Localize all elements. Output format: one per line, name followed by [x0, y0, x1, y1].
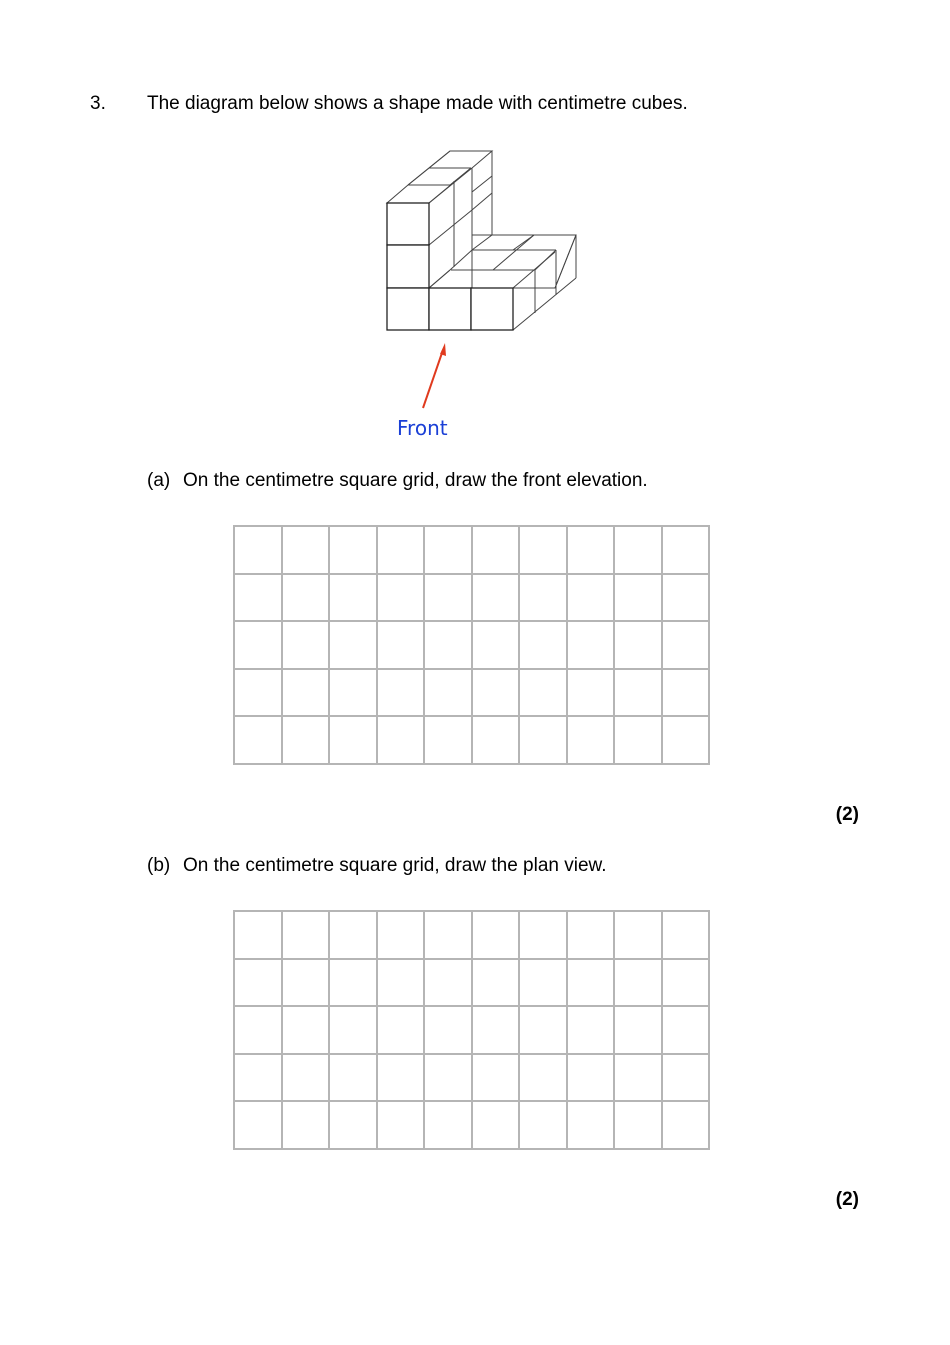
grid-cell[interactable] — [378, 622, 426, 670]
grid-cell[interactable] — [378, 1055, 426, 1103]
grid-cell[interactable] — [378, 670, 426, 718]
question-number: 3. — [90, 93, 106, 114]
part-b-letter: (b) — [147, 855, 171, 876]
grid-cell[interactable] — [235, 670, 283, 718]
grid-cell[interactable] — [615, 1102, 663, 1150]
grid-cell[interactable] — [520, 1007, 568, 1055]
grid-cell[interactable] — [378, 527, 426, 575]
grid-cell[interactable] — [425, 527, 473, 575]
grid-cell[interactable] — [568, 575, 616, 623]
grid-cell[interactable] — [378, 1102, 426, 1150]
grid-cell[interactable] — [663, 670, 711, 718]
grid-cell[interactable] — [378, 717, 426, 765]
grid-cell[interactable] — [235, 1102, 283, 1150]
plan-view-grid[interactable] — [233, 910, 710, 1150]
grid-cell[interactable] — [473, 1007, 521, 1055]
grid-cell[interactable] — [568, 1102, 616, 1150]
grid-cell[interactable] — [663, 1102, 711, 1150]
grid-cell[interactable] — [568, 717, 616, 765]
grid-cell[interactable] — [378, 960, 426, 1008]
grid-cell[interactable] — [615, 622, 663, 670]
grid-cell[interactable] — [520, 1102, 568, 1150]
grid-cell[interactable] — [235, 960, 283, 1008]
grid-cell[interactable] — [615, 1007, 663, 1055]
grid-cell[interactable] — [615, 1055, 663, 1103]
grid-cell[interactable] — [378, 575, 426, 623]
grid-cell[interactable] — [425, 912, 473, 960]
grid-cell[interactable] — [235, 912, 283, 960]
grid-cell[interactable] — [425, 1055, 473, 1103]
grid-cell[interactable] — [425, 622, 473, 670]
grid-cell[interactable] — [473, 527, 521, 575]
grid-cell[interactable] — [663, 912, 711, 960]
grid-cell[interactable] — [520, 670, 568, 718]
part-a-text: On the centimetre square grid, draw the front elevation. — [183, 470, 648, 491]
grid-cell[interactable] — [330, 1055, 378, 1103]
grid-cell[interactable] — [330, 622, 378, 670]
grid-cell[interactable] — [235, 717, 283, 765]
cube-shape-diagram — [380, 145, 590, 415]
grid-cell[interactable] — [520, 717, 568, 765]
question-text: The diagram below shows a shape made with centimetre cubes. — [147, 93, 688, 114]
grid-cell[interactable] — [425, 1102, 473, 1150]
grid-cell[interactable] — [663, 960, 711, 1008]
grid-cell[interactable] — [473, 575, 521, 623]
grid-cell[interactable] — [283, 1055, 331, 1103]
grid-cell[interactable] — [235, 622, 283, 670]
grid-cell[interactable] — [663, 622, 711, 670]
part-a-instruction — [147, 470, 648, 492]
grid-cell[interactable] — [615, 575, 663, 623]
grid-cell[interactable] — [283, 1102, 331, 1150]
grid-cell[interactable] — [520, 912, 568, 960]
grid-cell[interactable] — [425, 670, 473, 718]
grid-cell[interactable] — [520, 575, 568, 623]
grid-cell[interactable] — [663, 575, 711, 623]
grid-cell[interactable] — [235, 1007, 283, 1055]
grid-cell[interactable] — [235, 575, 283, 623]
grid-cell[interactable] — [330, 960, 378, 1008]
part-b-marks: (2) — [835, 1189, 859, 1210]
grid-cell[interactable] — [283, 622, 331, 670]
grid-cell[interactable] — [283, 670, 331, 718]
grid-cell[interactable] — [568, 622, 616, 670]
grid-cell[interactable] — [473, 622, 521, 670]
grid-cell[interactable] — [520, 622, 568, 670]
grid-cell[interactable] — [283, 527, 331, 575]
grid-cell[interactable] — [615, 960, 663, 1008]
part-b-instruction — [147, 855, 607, 877]
grid-cell[interactable] — [663, 1007, 711, 1055]
grid-cell[interactable] — [330, 1007, 378, 1055]
grid-cell[interactable] — [473, 717, 521, 765]
grid-cell[interactable] — [473, 1102, 521, 1150]
grid-cell[interactable] — [568, 960, 616, 1008]
grid-cell[interactable] — [663, 1055, 711, 1103]
grid-cell[interactable] — [568, 527, 616, 575]
front-label: Front — [397, 416, 448, 440]
part-a-letter: (a) — [147, 470, 171, 491]
part-a-marks: (2) — [835, 804, 859, 825]
grid-cell[interactable] — [235, 1055, 283, 1103]
grid-cell[interactable] — [378, 912, 426, 960]
grid-cell[interactable] — [615, 527, 663, 575]
grid-cell[interactable] — [473, 1055, 521, 1103]
grid-cell[interactable] — [520, 527, 568, 575]
grid-cell[interactable] — [615, 670, 663, 718]
grid-cell[interactable] — [425, 575, 473, 623]
grid-cell[interactable] — [283, 960, 331, 1008]
grid-cell[interactable] — [235, 527, 283, 575]
grid-cell[interactable] — [568, 670, 616, 718]
grid-cell[interactable] — [473, 960, 521, 1008]
front-arrow — [423, 343, 446, 408]
grid-cell[interactable] — [425, 960, 473, 1008]
grid-cell[interactable] — [330, 717, 378, 765]
grid-cell[interactable] — [568, 1055, 616, 1103]
grid-cell[interactable] — [283, 1007, 331, 1055]
grid-cell[interactable] — [520, 960, 568, 1008]
grid-cell[interactable] — [473, 912, 521, 960]
grid-cell[interactable] — [568, 912, 616, 960]
grid-cell[interactable] — [473, 670, 521, 718]
grid-cell[interactable] — [378, 1007, 426, 1055]
grid-cell[interactable] — [663, 527, 711, 575]
grid-cell[interactable] — [330, 670, 378, 718]
front-elevation-grid[interactable] — [233, 525, 710, 765]
grid-cell[interactable] — [283, 717, 331, 765]
grid-cell[interactable] — [568, 1007, 616, 1055]
grid-cell[interactable] — [330, 1102, 378, 1150]
grid-cell[interactable] — [663, 717, 711, 765]
grid-cell[interactable] — [330, 527, 378, 575]
part-b-text: On the centimetre square grid, draw the plan view. — [183, 855, 607, 876]
grid-cell[interactable] — [520, 1055, 568, 1103]
grid-cell[interactable] — [283, 575, 331, 623]
grid-cell[interactable] — [330, 912, 378, 960]
grid-cell[interactable] — [283, 912, 331, 960]
grid-cell[interactable] — [615, 912, 663, 960]
grid-cell[interactable] — [330, 575, 378, 623]
grid-cell[interactable] — [425, 717, 473, 765]
grid-cell[interactable] — [615, 717, 663, 765]
grid-cell[interactable] — [425, 1007, 473, 1055]
